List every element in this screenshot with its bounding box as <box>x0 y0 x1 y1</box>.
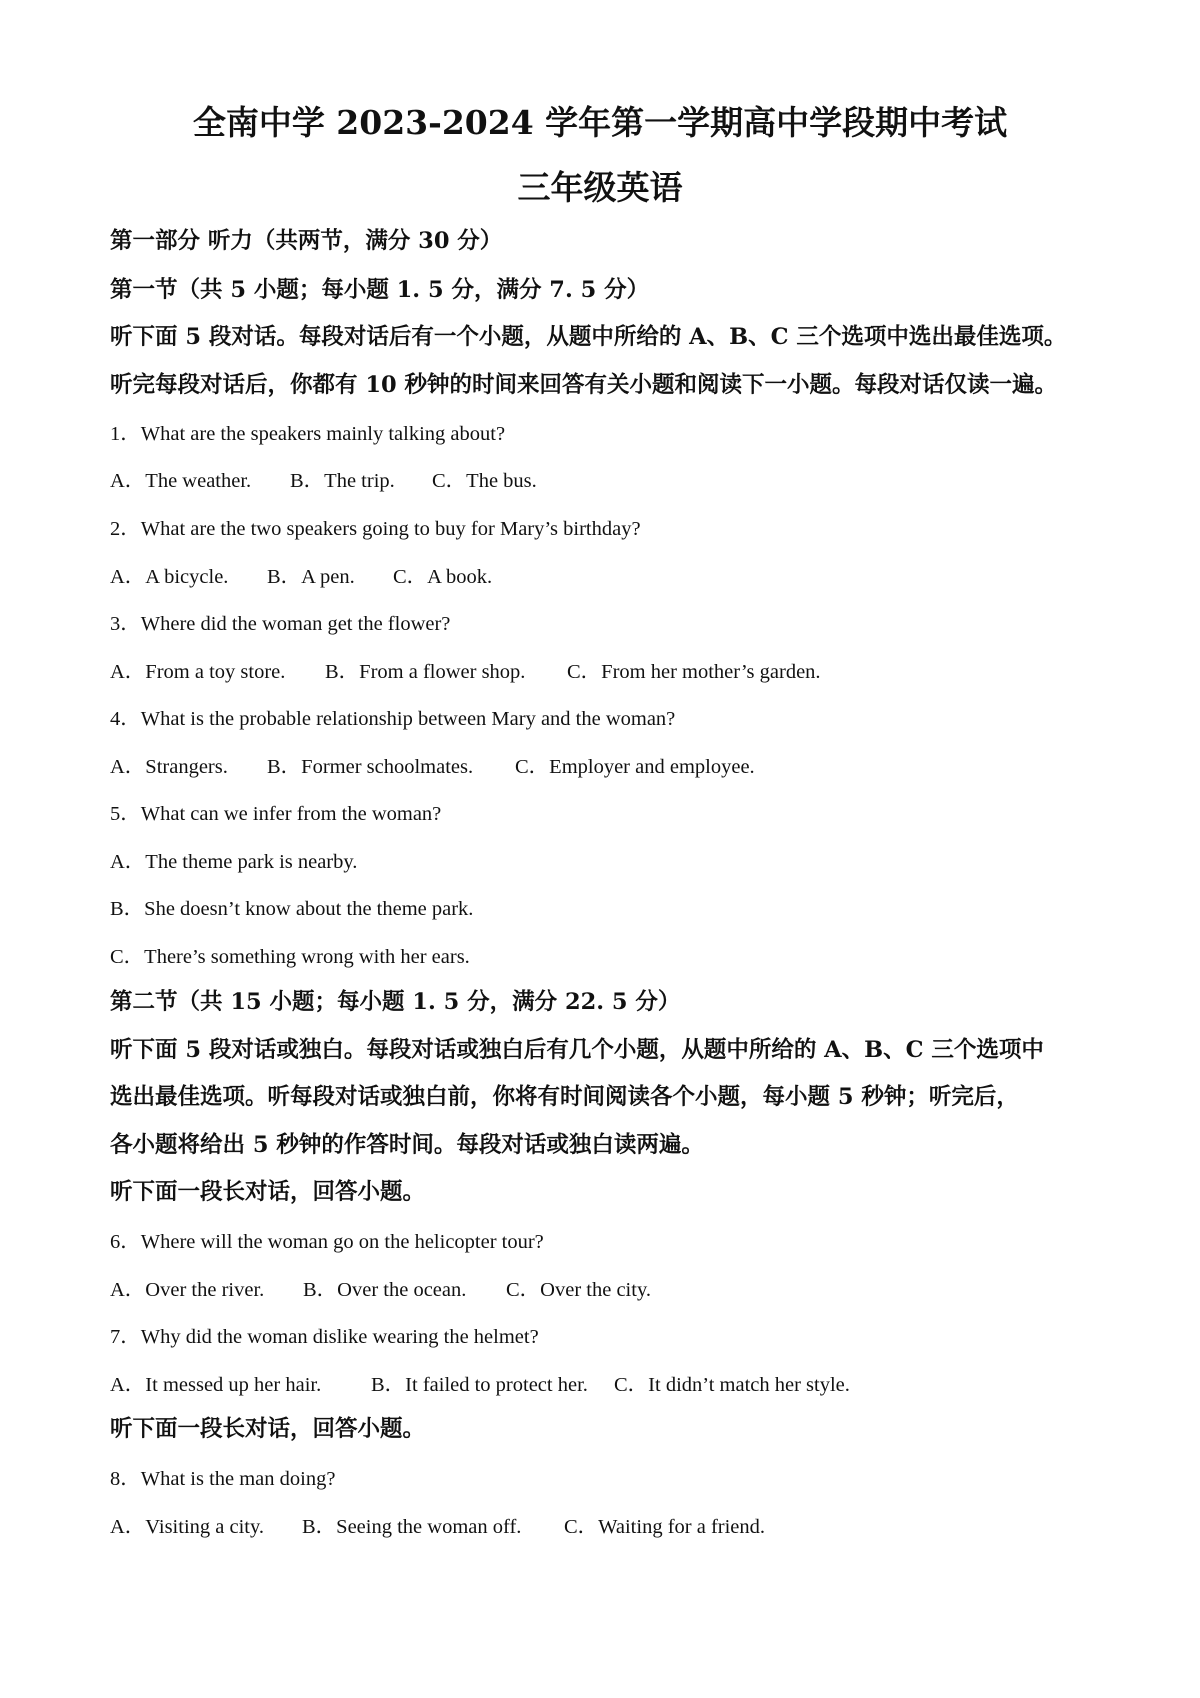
option-a: A．Over the river. <box>110 1279 265 1301</box>
option-b: B．Seeing the woman off. <box>302 1516 522 1538</box>
group-heading: 听下面一段长对话，回答小题。 <box>110 1416 426 1442</box>
section1-instruction: 听下面 5 段对话。每段对话后有一个小题，从题中所给的 A、B、C 三个选项中选出最佳选项。 <box>110 324 1067 350</box>
section2-instruction: 各小题将给出 5 秒钟的作答时间。每段对话或独白读两遍。 <box>110 1132 704 1158</box>
section1-heading: 第一节（共 5 小题；每小题 1. 5 分，满分 7. 5 分） <box>110 277 650 303</box>
section2-instruction: 听下面 5 段对话或独白。每段对话或独白后有几个小题，从题中所给的 A、B、C 三个选项中 <box>110 1037 1044 1063</box>
option-b: B．She doesn’t know about the theme park. <box>110 898 474 920</box>
section1-instruction: 听完每段对话后，你都有 10 秒钟的时间来回答有关小题和阅读下一小题。每段对话仅读一遍。 <box>110 372 1057 398</box>
option-b: B．The trip. <box>290 470 395 492</box>
option-a: A．The theme park is nearby. <box>110 851 358 873</box>
option-c: C．It didn’t match her style. <box>614 1374 850 1396</box>
question-stem: 2．What are the two speakers going to buy for Mary’s birthday? <box>110 518 641 540</box>
option-c: C．A book. <box>393 566 493 588</box>
option-c: C．Over the city. <box>506 1279 651 1301</box>
option-c: C．Waiting for a friend. <box>564 1516 766 1538</box>
section2-heading: 第二节（共 15 小题；每小题 1. 5 分，满分 22. 5 分） <box>110 989 681 1015</box>
option-c: C．From her mother’s garden. <box>567 661 821 683</box>
option-a: A．From a toy store. <box>110 661 286 683</box>
option-a: A．Visiting a city. <box>110 1516 265 1538</box>
section2-instruction: 选出最佳选项。听每段对话或独白前，你将有时间阅读各个小题，每小题 5 秒钟；听完后， <box>110 1084 1019 1110</box>
question-options <box>110 753 1110 781</box>
question-stem: 8．What is the man doing? <box>110 1468 336 1490</box>
option-b: B．From a flower shop. <box>325 661 526 683</box>
question-options <box>110 467 1110 495</box>
question-stem: 7．Why did the woman dislike wearing the helmet? <box>110 1326 539 1348</box>
part1-heading: 第一部分 听力（共两节，满分 30 分） <box>110 228 503 254</box>
option-a: A．It messed up her hair. <box>110 1374 322 1396</box>
question-stem: 6．Where will the woman go on the helicopter tour? <box>110 1231 544 1253</box>
question-options <box>110 563 1110 591</box>
option-c: C．There’s something wrong with her ears. <box>110 946 470 968</box>
question-stem: 5．What can we infer from the woman? <box>110 803 442 825</box>
question-options <box>110 1276 1110 1304</box>
question-options <box>110 1371 1110 1399</box>
question-options <box>110 658 1110 686</box>
option-b: B．A pen. <box>267 566 355 588</box>
option-c: C．Employer and employee. <box>515 756 755 778</box>
option-b: B．It failed to protect her. <box>371 1374 588 1396</box>
option-c: C．The bus. <box>432 470 537 492</box>
group-heading: 听下面一段长对话，回答小题。 <box>110 1179 426 1205</box>
question-stem: 1．What are the speakers mainly talking about? <box>110 423 506 445</box>
question-stem: 4．What is the probable relationship between Mary and the woman? <box>110 708 676 730</box>
question-options <box>110 1513 1110 1541</box>
option-b: B．Former schoolmates. <box>267 756 474 778</box>
question-stem: 3．Where did the woman get the flower? <box>110 613 451 635</box>
exam-subtitle: 三年级英语 <box>517 168 683 207</box>
option-b: B．Over the ocean. <box>303 1279 467 1301</box>
option-a: A．Strangers. <box>110 756 228 778</box>
exam-title: 全南中学 2023-2024 学年第一学期高中学段期中考试 <box>192 103 1008 142</box>
option-a: A．A bicycle. <box>110 566 229 588</box>
option-a: A．The weather. <box>110 470 252 492</box>
